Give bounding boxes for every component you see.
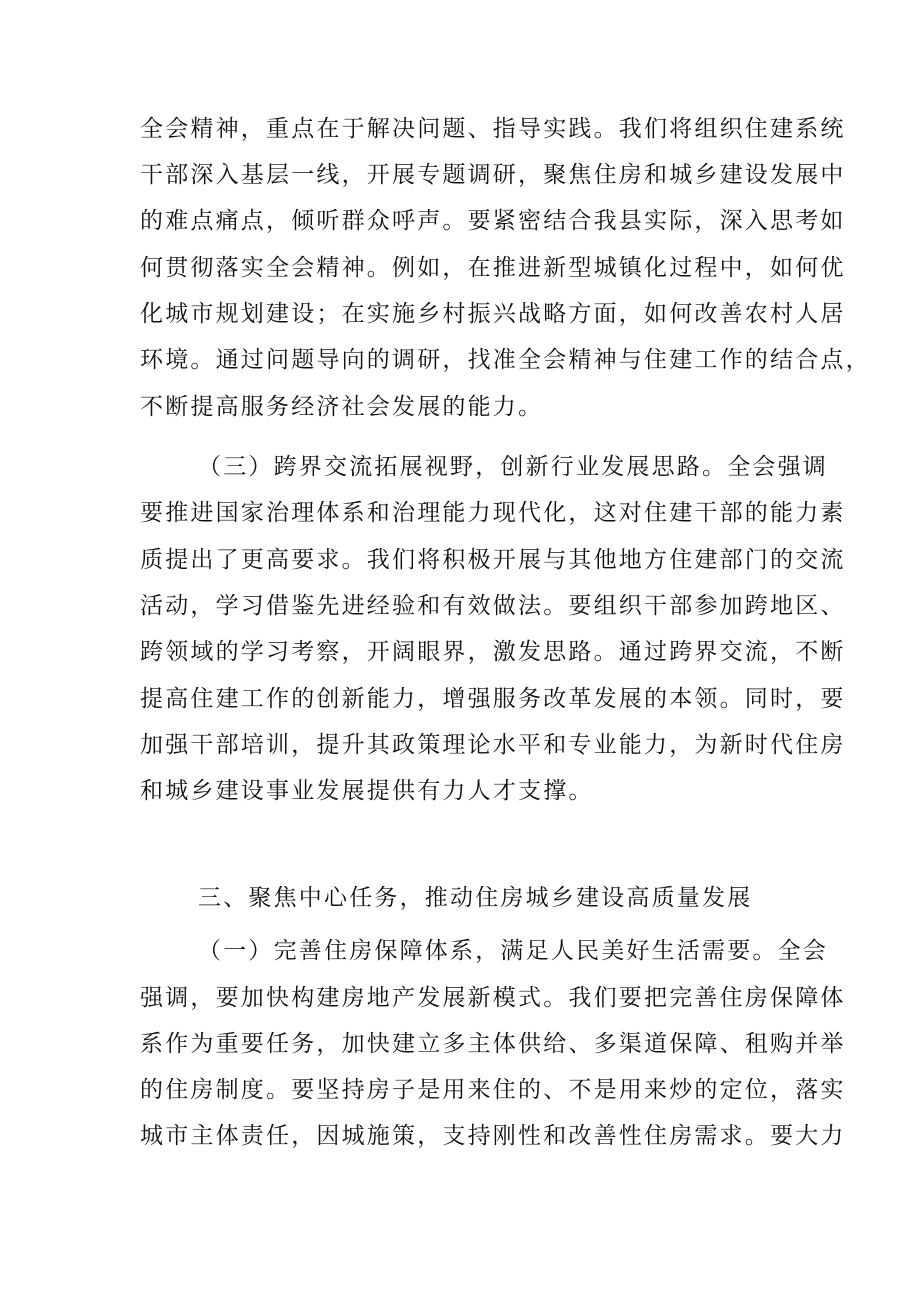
body-text-line: 要推进国家治理体系和治理能力现代化，这对住建干部的能力素 [140, 500, 846, 526]
body-text-line: 何贯彻落实全会精神。例如，在推进新型城镇化过程中，如何优 [140, 255, 846, 281]
body-text-line: 质提出了更高要求。我们将积极开展与其他地方住建部门的交流 [140, 547, 846, 573]
body-text-line: 干部深入基层一线，开展专题调研，聚焦住房和城乡建设发展中 [140, 162, 846, 188]
body-text-line: 系作为重要任务，加快建立多主体供给、多渠道保障、租购并举 [140, 1031, 846, 1057]
body-text-line: 提高住建工作的创新能力，增强服务改革发展的本领。同时，要 [140, 686, 846, 712]
body-text-line: 的难点痛点，倾听群众呼声。要紧密结合我县实际，深入思考如 [140, 208, 846, 234]
body-text-line: 活动，学习借鉴先进经验和有效做法。要组织干部参加跨地区、 [140, 593, 846, 619]
section-heading: 三、聚焦中心任务，推动住房城乡建设高质量发展 [198, 885, 753, 911]
body-text-line: 强调，要加快构建房地产发展新模式。我们要把完善住房保障体 [140, 985, 846, 1011]
section-subheading-paragraph-start: （三）跨界交流拓展视野，创新行业发展思路。全会强调 [198, 454, 828, 480]
body-text-line: 环境。通过问题导向的调研，找准全会精神与住建工作的结合点， [140, 347, 871, 373]
body-text-line: 城市主体责任，因城施策，支持刚性和改善性住房需求。要大力 [140, 1123, 846, 1149]
body-text-line: 全会精神，重点在于解决问题、指导实践。我们将组织住建系统 [140, 116, 846, 142]
section-subheading-paragraph-start: （一）完善住房保障体系，满足人民美好生活需要。全会 [198, 938, 828, 964]
body-text-line: 加强干部培训，提升其政策理论水平和专业能力，为新时代住房 [140, 732, 846, 758]
body-text-line: 的住房制度。要坚持房子是用来住的、不是用来炒的定位，落实 [140, 1077, 846, 1103]
body-text-line: 跨领域的学习考察，开阔眼界，激发思路。通过跨界交流，不断 [140, 639, 846, 665]
body-text-line: 化城市规划建设；在实施乡村振兴战略方面，如何改善农村人居 [140, 301, 846, 327]
body-text-line: 不断提高服务经济社会发展的能力。 [140, 394, 544, 420]
body-text-line: 和城乡建设事业发展提供有力人才支撑。 [140, 778, 594, 804]
